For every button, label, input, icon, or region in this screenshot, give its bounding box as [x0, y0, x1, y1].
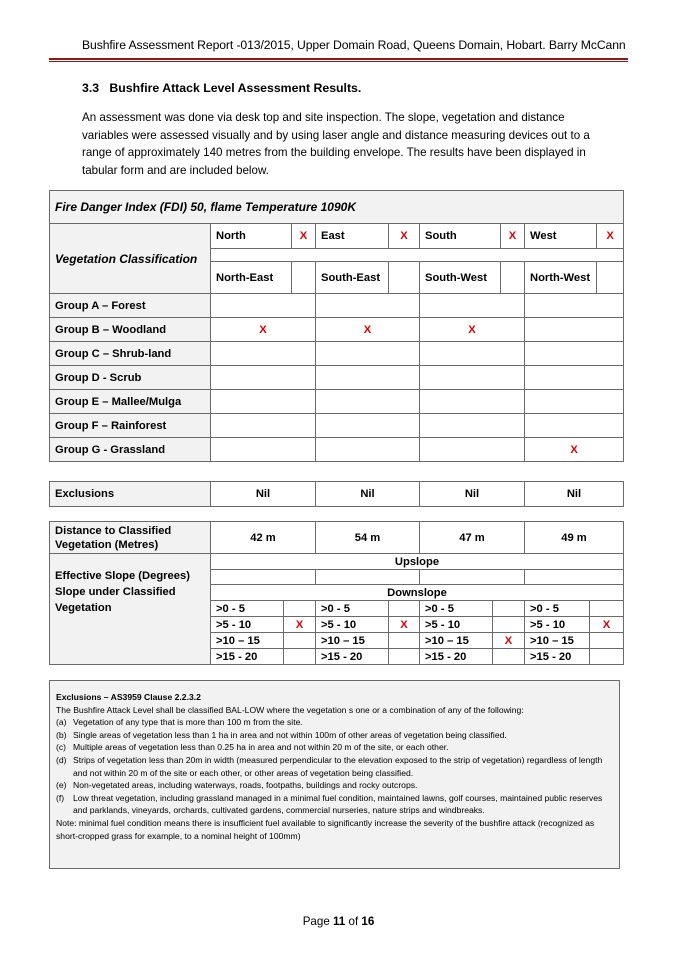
- page-number: [0, 915, 677, 928]
- slope-mark: [493, 601, 525, 617]
- page-total: 16: [361, 915, 375, 928]
- mark-north-east: [292, 262, 316, 294]
- exclusions-label: Exclusions: [50, 482, 211, 507]
- group-mark: [316, 390, 420, 414]
- group-mark: X: [420, 318, 525, 342]
- upslope-cell: [211, 570, 316, 585]
- exclusions-note-footnote: Note: minimal fuel condition means there is insufficient fuel available to significantly increase the severity of the bushfire attack (recognized as short-cropped grass for example, to a nominal height of 100mm): [56, 817, 595, 841]
- group-label: Group D - Scrub: [50, 366, 211, 390]
- slope-mark: [389, 649, 420, 665]
- exclusion-item-label: (b): [56, 729, 67, 740]
- downslope-label: Downslope: [211, 585, 624, 601]
- group-mark: X: [211, 318, 316, 342]
- vegetation-classification-label: Vegetation Classification: [50, 224, 211, 294]
- group-label: Group A – Forest: [50, 294, 211, 318]
- exclusion-item: [56, 754, 613, 779]
- direction-north-east: North-East: [211, 262, 292, 294]
- slope-mark: X: [493, 633, 525, 649]
- group-mark: [525, 414, 624, 438]
- exclusions-note: [49, 680, 620, 869]
- group-mark: [420, 342, 525, 366]
- vegetation-table: [49, 190, 624, 462]
- distance-label: Distance to Classified Vegetation (Metres): [50, 522, 211, 554]
- slope-range: >5 - 10: [211, 617, 284, 633]
- mark-west: X: [597, 224, 624, 249]
- exclusions-note-heading: Exclusions – AS3959 Clause 2.2.3.2: [56, 692, 201, 702]
- exclusion-item-label: (c): [56, 742, 67, 753]
- exclusion-value: Nil: [316, 482, 420, 507]
- distance-value: 42 m: [211, 522, 316, 554]
- exclusions-note-intro: The Bushfire Attack Level shall be classified BAL-LOW where the vegetation s one or a combination of any of the following:: [56, 704, 524, 715]
- group-label: Group C – Shrub-land: [50, 342, 211, 366]
- group-mark: [525, 294, 624, 318]
- fdi-title: Fire Danger Index (FDI) 50, flame Temperature 1090K: [50, 191, 624, 224]
- page-of: of: [348, 915, 359, 928]
- slope-mark: [590, 649, 624, 665]
- direction-south: South: [420, 224, 501, 249]
- mark-south-west: [501, 262, 525, 294]
- group-mark: [525, 390, 624, 414]
- effective-slope-text: Effective Slope (Degrees) Slope under Classified Vegetation: [55, 570, 190, 614]
- section-heading: [82, 81, 361, 95]
- group-mark: [211, 342, 316, 366]
- slope-mark: X: [590, 617, 624, 633]
- slope-range: >0 - 5: [525, 601, 590, 617]
- slope-mark: [284, 601, 316, 617]
- slope-range: >15 - 20: [420, 649, 493, 665]
- slope-range: >10 – 15: [316, 633, 389, 649]
- direction-south-east: South-East: [316, 262, 389, 294]
- slope-mark: [493, 649, 525, 665]
- exclusion-item-label: (d): [56, 754, 67, 765]
- slope-range: >10 – 15: [420, 633, 493, 649]
- upslope-cell: [316, 570, 420, 585]
- header-rule: [49, 58, 628, 60]
- exclusion-value: Nil: [420, 482, 525, 507]
- page-prefix: Page: [302, 915, 330, 928]
- slope-mark: [590, 633, 624, 649]
- section-paragraph: An assessment was done via desk top and site inspection. The slope, vegetation and distance variables were assessed visually and by using laser angle and distance measuring devices out to a range of approximately 140 metres from the building envelope. The results have been displayed in tabular form and are included below.: [82, 111, 590, 177]
- exclusion-item-label: (a): [56, 717, 67, 728]
- slope-range: >5 - 10: [316, 617, 389, 633]
- exclusion-item-label: (f): [56, 792, 65, 803]
- group-mark: [525, 366, 624, 390]
- slope-mark: [284, 633, 316, 649]
- exclusion-item: [56, 792, 613, 817]
- group-mark: [211, 366, 316, 390]
- group-mark: [420, 438, 525, 462]
- slope-mark: [590, 601, 624, 617]
- page-current: 11: [333, 915, 346, 928]
- slope-range: >15 - 20: [316, 649, 389, 665]
- exclusion-item-text: Strips of vegetation less than 20m in width (measured perpendicular to the elevation exposed to the strip of vegetation) regardless of length and not within 20 m of the site or each other, or other areas of vegetation being classified.: [73, 754, 603, 778]
- exclusion-item: [56, 729, 613, 742]
- direction-spacer-row: [211, 249, 624, 262]
- slope-mark: [493, 617, 525, 633]
- distance-value: 54 m: [316, 522, 420, 554]
- slope-range: >15 - 20: [211, 649, 284, 665]
- header-rule-thin: [49, 61, 628, 62]
- group-mark: [211, 438, 316, 462]
- section-title: Bushfire Attack Level Assessment Results.: [109, 81, 362, 95]
- mark-north: X: [292, 224, 316, 249]
- upslope-label: Upslope: [211, 554, 624, 570]
- group-label: Group B – Woodland: [50, 318, 211, 342]
- exclusion-item-text: Non-vegetated areas, including waterways, roads, footpaths, buildings and rocky outcrops.: [73, 780, 418, 791]
- slope-mark: [389, 633, 420, 649]
- slope-range: >0 - 5: [316, 601, 389, 617]
- slope-mark: X: [284, 617, 316, 633]
- group-mark: [420, 366, 525, 390]
- upslope-cell: [525, 570, 624, 585]
- direction-west: West: [525, 224, 597, 249]
- group-mark: [316, 294, 420, 318]
- group-mark: [316, 414, 420, 438]
- report-header: Bushfire Assessment Report -013/2015, Upper Domain Road, Queens Domain, Hobart. Barry McCann: [82, 38, 626, 52]
- group-mark: [420, 414, 525, 438]
- group-mark: [316, 366, 420, 390]
- exclusion-item-text: Single areas of vegetation less than 1 ha in area and not within 100m of other areas of vegetation being classified.: [73, 729, 507, 740]
- mark-south-east: [389, 262, 420, 294]
- slope-range: >10 – 15: [525, 633, 590, 649]
- exclusions-table: [49, 481, 624, 507]
- group-mark: [420, 390, 525, 414]
- group-mark: [525, 318, 624, 342]
- slope-mark: [389, 601, 420, 617]
- mark-north-west: [597, 262, 624, 294]
- exclusion-value: Nil: [525, 482, 624, 507]
- slope-mark: [284, 649, 316, 665]
- group-label: Group E – Mallee/Mulga: [50, 390, 211, 414]
- section-number: 3.3: [82, 81, 100, 95]
- mark-south: X: [501, 224, 525, 249]
- direction-north-west: North-West: [525, 262, 597, 294]
- direction-north: North: [211, 224, 292, 249]
- exclusion-item-label: (e): [56, 780, 67, 791]
- slope-range: >15 - 20: [525, 649, 590, 665]
- distance-slope-table: [49, 521, 624, 665]
- exclusion-item-text: Vegetation of any type that is more than 100 m from the site.: [73, 717, 303, 728]
- group-mark: [316, 342, 420, 366]
- slope-range: >10 – 15: [211, 633, 284, 649]
- group-mark: [525, 342, 624, 366]
- exclusion-item: [56, 741, 613, 754]
- group-mark: [316, 438, 420, 462]
- exclusion-item: [56, 779, 613, 792]
- group-mark: [420, 294, 525, 318]
- slope-range: >5 - 10: [525, 617, 590, 633]
- exclusion-item-text: Multiple areas of vegetation less than 0.25 ha in area and not within 20 m of the site, or each other.: [73, 742, 449, 753]
- group-mark: [211, 414, 316, 438]
- exclusion-item: [56, 716, 613, 729]
- upslope-cell: [420, 570, 525, 585]
- exclusion-value: Nil: [211, 482, 316, 507]
- direction-south-west: South-West: [420, 262, 501, 294]
- slope-range: >5 - 10: [420, 617, 493, 633]
- group-label: Group F – Rainforest: [50, 414, 211, 438]
- effective-slope-label: [50, 554, 211, 665]
- distance-value: 49 m: [525, 522, 624, 554]
- slope-range: >0 - 5: [420, 601, 493, 617]
- distance-value: 47 m: [420, 522, 525, 554]
- exclusion-item-text: Low threat vegetation, including grassland managed in a minimal fuel condition, maintained lawns, golf courses, maintained public reserves and parklands, vineyards, orchards, cultivated gardens, commercial nurseries, nature strips and windbreaks.: [73, 792, 603, 816]
- group-mark: X: [316, 318, 420, 342]
- direction-east: East: [316, 224, 389, 249]
- group-mark: X: [525, 438, 624, 462]
- slope-mark: X: [389, 617, 420, 633]
- group-mark: [211, 294, 316, 318]
- group-label: Group G - Grassland: [50, 438, 211, 462]
- slope-range: >0 - 5: [211, 601, 284, 617]
- group-mark: [211, 390, 316, 414]
- mark-east: X: [389, 224, 420, 249]
